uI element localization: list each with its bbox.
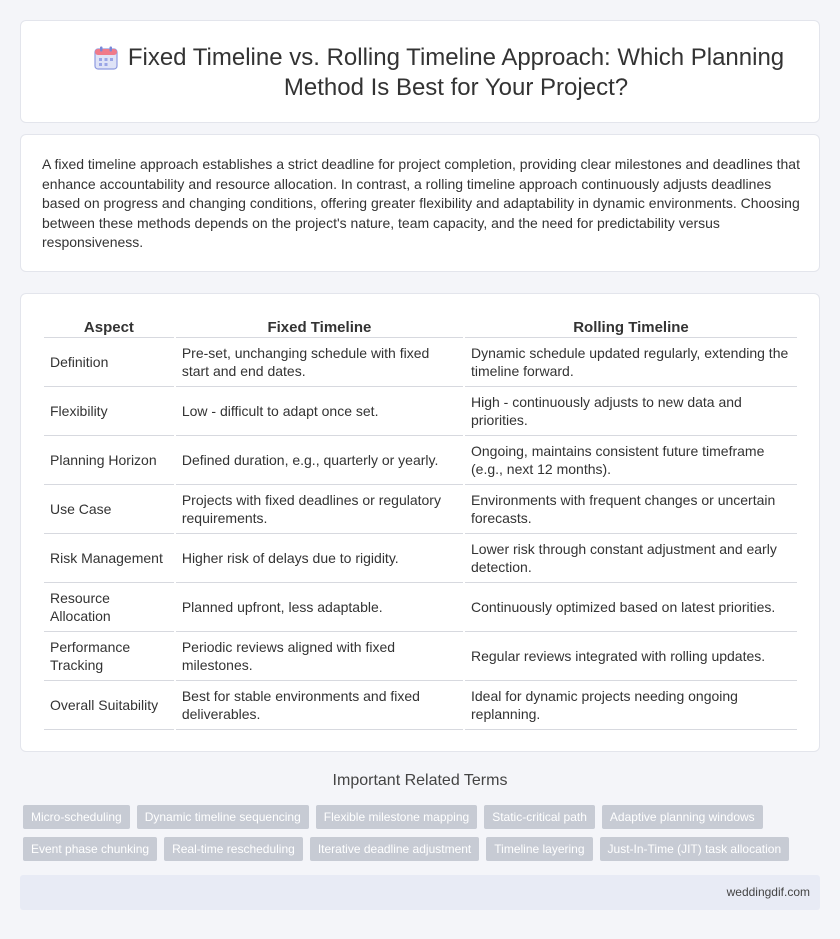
rolling-cell: Ongoing, maintains consistent future timeframe (e.g., next 12 months). [465,436,797,485]
table-row [44,534,797,583]
tag-row-2 [23,837,823,861]
comparison-card [20,293,820,752]
rolling-cell: High - continuously adjusts to new data and priorities. [465,387,797,436]
aspect-cell: Overall Suitability [44,681,174,730]
comparison-table [42,316,799,730]
tag-static-critical-path[interactable]: Static-critical path [484,805,595,829]
tag-dynamic-timeline-sequencing[interactable]: Dynamic timeline sequencing [137,805,309,829]
aspect-cell: Use Case [44,485,174,534]
related-terms-tags [23,805,823,869]
intro-card [20,134,820,272]
table-row [44,632,797,681]
fixed-cell: Best for stable environments and fixed deliverables. [176,681,463,730]
header-aspect: Aspect [44,316,174,338]
rolling-cell: Dynamic schedule updated regularly, extending the timeline forward. [465,338,797,387]
table-row [44,681,797,730]
page-title: Fixed Timeline vs. Rolling Timeline Approach: Which Planning Method Is Best for Your Project? [127,44,785,101]
fixed-cell: Low - difficult to adapt once set. [176,387,463,436]
table-row [44,583,797,632]
table-row [44,485,797,534]
rolling-cell: Environments with frequent changes or uncertain forecasts. [465,485,797,534]
fixed-cell: Planned upfront, less adaptable. [176,583,463,632]
aspect-cell: Definition [44,338,174,387]
fixed-cell: Pre-set, unchanging schedule with fixed start and end dates. [176,338,463,387]
tag-event-phase-chunking[interactable]: Event phase chunking [23,837,157,861]
aspect-cell: Performance Tracking [44,632,174,681]
fixed-cell: Projects with fixed deadlines or regulatory requirements. [176,485,463,534]
tag-adaptive-planning-windows[interactable]: Adaptive planning windows [602,805,763,829]
table-row [44,338,797,387]
tag-jit-task-allocation[interactable]: Just-In-Time (JIT) task allocation [600,837,790,861]
tag-iterative-deadline-adjustment[interactable]: Iterative deadline adjustment [310,837,479,861]
rolling-cell: Ideal for dynamic projects needing ongoing replanning. [465,681,797,730]
table-row [44,387,797,436]
tag-flexible-milestone-mapping[interactable]: Flexible milestone mapping [316,805,477,829]
fixed-cell: Periodic reviews aligned with fixed milestones. [176,632,463,681]
fixed-cell: Defined duration, e.g., quarterly or yearly. [176,436,463,485]
related-terms-title: Important Related Terms [332,772,508,789]
footer [20,875,820,910]
title-card [20,20,820,123]
aspect-cell: Risk Management [44,534,174,583]
aspect-cell: Resource Allocation [44,583,174,632]
intro-paragraph: A fixed timeline approach establishes a strict deadline for project completion, providing clear milestones and deadlines that enhance accountability and resource allocation. In contrast, a rolling timeline approach continuously adjusts deadlines based on progress and changing conditions, offering greater flexibility and adaptability in dynamic environments. Choosing between these methods depends on the project's nature, team capacity, and the need for predictability versus responsiveness. [42,156,800,251]
fixed-cell: Higher risk of delays due to rigidity. [176,534,463,583]
rolling-cell: Continuously optimized based on latest priorities. [465,583,797,632]
tag-real-time-rescheduling[interactable]: Real-time rescheduling [164,837,303,861]
rolling-cell: Lower risk through constant adjustment and early detection. [465,534,797,583]
tag-timeline-layering[interactable]: Timeline layering [486,837,592,861]
header-rolling-timeline: Rolling Timeline [465,316,797,338]
footer-site-link[interactable]: weddingdif.com [726,885,810,899]
aspect-cell: Flexibility [44,387,174,436]
tag-row-1 [23,805,823,829]
rolling-cell: Regular reviews integrated with rolling updates. [465,632,797,681]
table-row [44,436,797,485]
tag-micro-scheduling[interactable]: Micro-scheduling [23,805,130,829]
aspect-cell: Planning Horizon [44,436,174,485]
header-fixed-timeline: Fixed Timeline [176,316,463,338]
table-header-row [44,316,797,338]
